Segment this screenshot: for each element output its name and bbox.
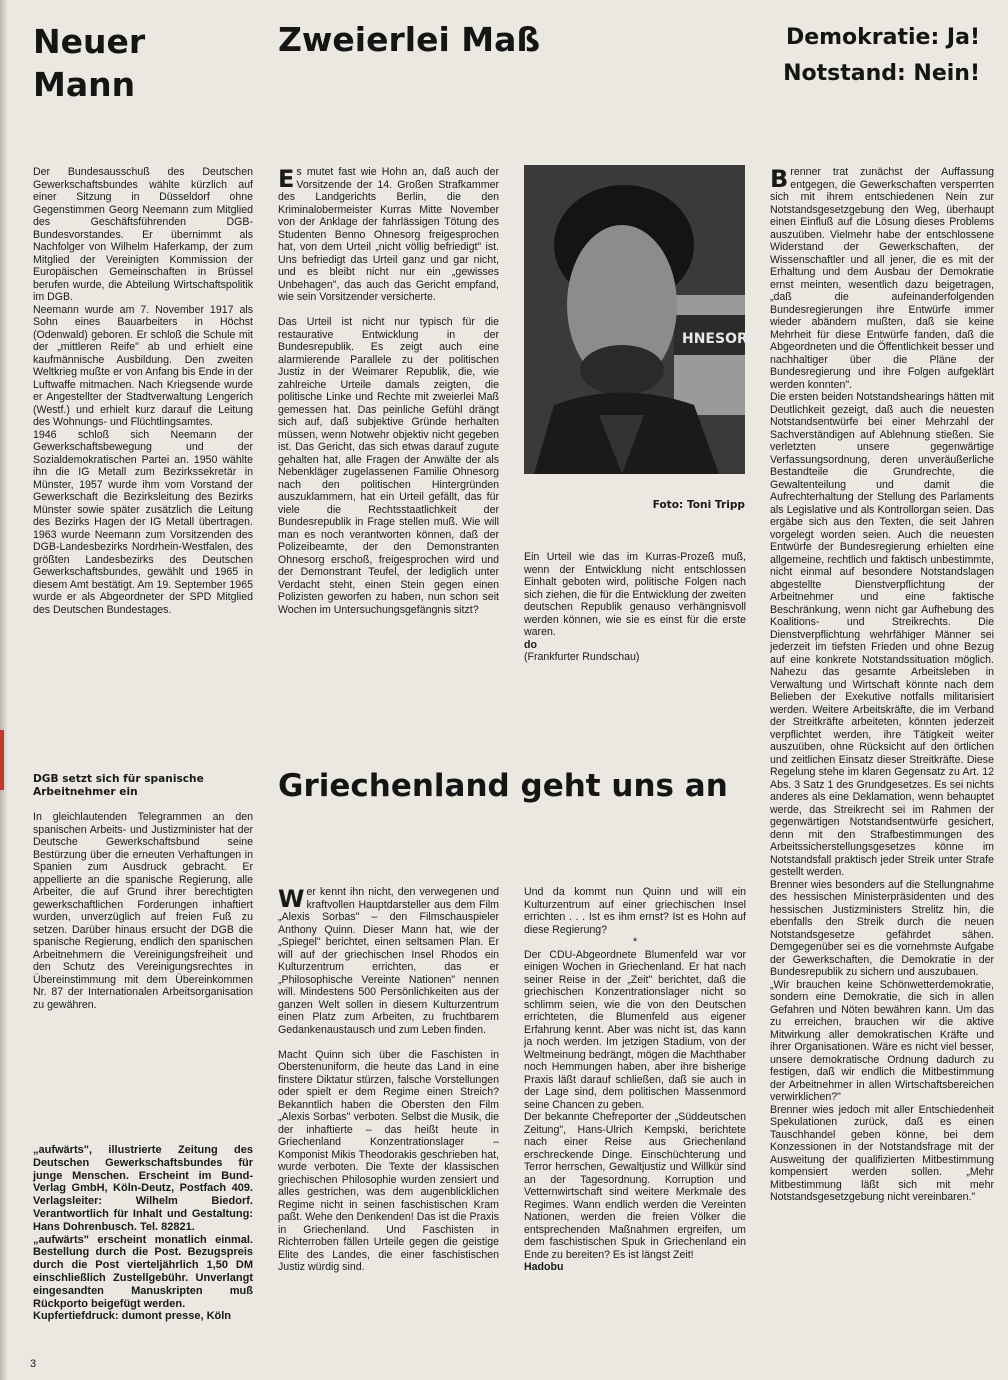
paragraph: 1946 schloß sich Neemann der Gewerkschaftsbewegung und der Sozialdemokratischen Partei an. 1950 wählte ihn die IG Metall zum Bezirkssekretär in Münster, 1957 wurde ihm vom Vorstand der Gewerkschaft die Bezirksleitung des Bezirks Münster sowie später zusätzlich die Leitung des Bezirks Hagen der IG Metall übertragen. 1963 wurde Neemann zum Vorsitzenden des DGB-Landesbezirks Nordrhein-Westfalen, des größten Landesbezirks des Deutschen Gewerkschaftsbundes, gewählt und 1965 in diesem Amt bestätigt. Am 19. September 1965 wurde er als Abgeordneter der SPD Mitglied des Deutschen Bundestages.: [33, 428, 253, 616]
paragraph: Der Bundesausschuß des Deutschen Gewerkschaftsbundes wählte kürzlich auf einer Sitzung in Düsseldorf ohne Gegenstimmen Georg Neemann zum Mitglied des Geschäftsführenden DGB-Bundesvorstandes. Er übernimmt als Nachfolger von Wilhelm Haferkamp, der zum Mitglied der Vereinigten Kommission der Europäischen Gemeinschaften in Brüssel berufen wurde, die Abteilung Wirtschaftspolitik im DGB.: [33, 166, 253, 303]
portrait-photo: [524, 165, 760, 474]
imprint-paragraph: Kupfertiefdruck: dumont presse, Köln: [33, 1310, 232, 1323]
paragraph: Es mutet fast wie Hohn an, daß auch der Vorsitzende der 14. Großen Strafkammer des Landgerichts Berlin, die den Kriminalobermeister Kurras Mitte November von der Anklage der fahrlässigen Tötung des Studenten Benno Ohnesorg freigesprochen hat, von dem Urteil „nicht völlig befriedigt" ist. Uns befriedigt das Urteil ganz und gar nicht, und es bleibt nicht nur ein „gewisses Unbehagen", das auch das Gericht empfand, wie sein Vorsitzender versicherte.: [278, 165, 499, 303]
paragraph: Brenner trat zunächst der Auffassung entgegen, die Gewerkschaften versperrten sich mit ihrem entschiedenen Nein zur Notstandsgesetzgebung den Weg, überhaupt einen Einfluß auf die Lösung dieses Problems auszuüben. Vielmehr habe der entschlossene Widerstand der Gewerkschaften, der Wissenschaftler und all jener, die es mit der Erhaltung und dem Ausbau der Demokratie ernst meinten, wesentlich dazu beigetragen, „daß die aufeinanderfolgenden Bundesregierungen ihre Entwürfe immer wieder abändern mußten, daß sie keine Mehrheit für diese Entwürfe fanden, daß die Abgeordneten und die Öffentlichkeit besser und nachhaltiger über die Pläne der Bundesregierung und ihre Folgen aufgeklärt werden konnten".: [770, 165, 994, 391]
paragraph: Brenner wies besonders auf die Stellungnahme des hessischen Ministerpräsidenten und des hessischen Justizministers Strelitz hin, die ebenfalls den Streik durch die neuen Notstandsgesetze gefährdet sähen. Demgegenüber sei es die vornehmste Aufgabe der Gewerkschaften, die Demokratie in der Bundesrepublik zu sichern und auszubauen.: [770, 878, 994, 978]
page-number: 3: [30, 1358, 37, 1370]
paragraph: In gleichlautenden Telegrammen an den spanischen Arbeits- und Justizminister hat der Deutsche Gewerkschaftsbund seine Bestürzung über die erneuten Verhaftungen in Spanien zum Ausdruck gebracht. Er appellierte an die spanische Regierung, alle Arbeiter, die auf Grund ihrer berechtigten gewerkschaftlichen Forderungen inhaftiert wurden, unverzüglich auf freien Fuß zu setzen. Darüber hinaus ersucht der DGB die spanische Regierung, endlich den spanischen Arbeitnehmern die Vereinigungsfreiheit und den Schutz des Vereinigungsrechtes in Übereinstimmung mit dem Übereinkommen Nr. 87 der Internationalen Arbeitsorganisation zu gewähren.: [33, 811, 253, 1011]
paragraph: Ein Urteil wie das im Kurras-Prozeß muß, wenn der Entwicklung nicht entschlossen Einhalt geboten wird, politische Folgen nach sich ziehen, die für die Entwicklung der zweiten deutschen Republik genauso verhängnisvoll werden können, wie sie es einst für die erste waren.: [524, 551, 746, 638]
paragraph: Die ersten beiden Notstandshearings hätten mit Deutlichkeit gezeigt, daß auch die neuesten Notstandsentwürfe bei einer Mehrzahl der Sachverständigen auf Ablehnung stießen. Sie verletzten unsere gegenwärtige Verfassungsordnung, deren unveräußerliche Bestandteile die Grundrechte, die Gewaltenteilung und damit die Aufrechterhaltung der Stellung des Parlaments als Legislative und als Kontrollorgan seien. Das ergäbe sich aus den Texten, die seit Jahren vorgelegt worden seien. Auch die neuesten Entwürfe der Bundesregierung erhielten eine allgemeine, rechtlich und faktisch unbestimmte, nicht einmal auf besondere Notstandslagen abgestellte Dienstverpflichtung der Arbeitnehmer und eine faktische Beschränkung, wenn nicht gar Aufhebung des Koalitions- und Streikrechts. Die Dienstverpflichtung wehrfähiger Männer sei jederzeit im tiefsten Frieden und ohne Bezug auf eine konkrete Notstandssituation möglich. Nahezu das gesamte Arbeitsleben in Verwaltung und Wirtschaft könnte nach dem Belieben der Exekutive notfalls militarisiert werden. Weitere Arbeitskräfte, die im Verband der Streitkräfte arbeiteten, könnten jederzeit verpflichtet werden, ihre Tätigkeit weiter auszuüben, ohne Rücksicht auf den örtlichen und zeitlichen Einsatz dieser Streitkräfte. Diese Regelung stehe im klaren Gegensatz zu Art. 12 Abs. 3 Satz 1 des Grundgesetzes. Es sei nichts anderes als eine Deklamation, wenn behauptet werde, das Streikrecht sei im Rahmen der gegenwärtigen Notstandsentwürfe gesichert, denn mit den Strafbestimmungen des Arbeitssicherstellungsgesetzes könne im Notstandsfall praktisch jeder Streik unter Strafe gestellt werden.: [770, 391, 994, 878]
paragraph: „Wir brauchen keine Schönwetterdemokratie, sondern eine Demokratie, die sich in allen Gefahren und Nöten bewähren kann. Um das zu erreichen, brauchen wir die aktive Mitwirkung aller demokratischen Kräfte und ihrer Organisationen. Wäre es nicht viel besser, unsere demokratische Ordnung dadurch zu festigen, daß wir endlich die Mitbestimmung der Arbeitnehmer in allen Wirtschaftsbereichen verwirklichen?": [770, 978, 994, 1103]
paragraph: Der bekannte Chefreporter der „Süddeutschen Zeitung", Hans-Ulrich Kempski, berichtete nach einer Reise aus Griechenland erschreckende Dinge. Einschüchterung und Terror herrschen, Gewaltjustiz und Willkür sind an der Tagesordnung. Korruption und Vetternwirtschaft sind weitere Merkmale des Regimes. Wann endlich werden die Vereinten Nationen, werden die freien Völker die entsprechenden Maßnahmen ergreifen, um dem faschistischen Spuk in Griechenland ein Ende zu bereiten? Es ist längst Zeit!: [524, 1111, 746, 1261]
separator: *: [632, 936, 638, 948]
paragraph: Neemann wurde am 7. November 1917 als Sohn eines Bauarbeiters in Höchst (Odenwald) geboren. Er schloß die Schule mit der „mittleren Reife" ab und erhielt eine kaufmännische Ausbildung. Den zweiten Weltkrieg mußte er von Anfang bis Ende in der Luftwaffe mitmachen. Nach Kriegsende wurde er Angestellter der Stadtverwaltung Lengerich (Westf.) und erhielt kurz darauf die Leitung des Wohnungs- und Flüchtlingsamtes.: [33, 303, 253, 428]
headline-neuer-mann: [33, 20, 145, 106]
article-dgb-spain: [33, 811, 253, 1011]
headline-line: Mann: [33, 65, 136, 104]
paragraph: Und da kommt nun Quinn und will ein Kulturzentrum auf einer griechischen Insel errichten . . . Ist es ihm ernst? Ist es Hohn auf diese Regierung?: [524, 886, 746, 936]
source: (Frankfurter Rundschau): [524, 651, 640, 663]
article-griechenland-col2: [524, 886, 746, 1274]
paragraph: Brenner wies jedoch mit aller Entschiedenheit Spekulationen zurück, daß es einen Tauschhandel geben könne, bei dem Konzessionen in der Notstandsfrage mit der Ausweitung der qualifizierten Mitbestimmung kompensiert werden sollen. „Mehr Mitbestimmung läßt sich mit mehr Notstandsgesetzgebung nicht vereinbaren.": [770, 1103, 994, 1203]
article-zweierlei: [278, 166, 499, 616]
imprint: [33, 1144, 253, 1323]
imprint-paragraph: „aufwärts", illustrierte Zeitung des Deutschen Gewerkschaftsbundes für junge Menschen. Erscheint im Bund-Verlag GmbH, Köln-Deutz, Postfach 409. Verlagsleiter: Wilhelm Biedorf. Verantwortlich für Inhalt und Gestaltung: Hans Dohrenbusch. Tel. 82821.: [33, 1144, 253, 1233]
article-neuer-mann: [33, 166, 253, 616]
paragraph: Das Urteil ist nicht nur typisch für die restaurative Entwicklung in der Bundesrepublik. Es zeigt auch eine alarmierende Parallele zu der politischen Justiz in der Weimarer Republik, die, wie zahlreiche Urteile damals zeigten, die politische Linke und Rechte mit zweierlei Maß gemessen hat. Das peinliche Gefühl drängt sich auf, daß subjektive Gründe herhalten müssen, wenn Notwehr objektiv nicht gegeben ist. Das Gericht, das sich etwas darauf zugute gehalten hat, alle Fragen der Anwälte der als Nebenkläger zugelassenen Familie Ohnesorg nach den politischen Hintergründen auszuklammern, hat ein Urteil gefällt, das für viele die Rechtsstaatlichkeit der Bundesrepublik in Frage stellen muß. Wie will man es noch verantworten können, daß der Polizeibeamte, der den Demonstranten Ohnesorg erschoß, freigesprochen wird und der Demonstrant Teufel, der lediglich unter Verdacht steht, einen Stein gegen einen Polizisten geworfen zu haben, nun schon seit Wochen im Untersuchungsgefängnis sitzt?: [278, 316, 499, 616]
article-griechenland-col1: [278, 886, 499, 1274]
color-marker: [0, 730, 4, 790]
page-binding-edge: [0, 0, 7, 1380]
paragraph: Der CDU-Abgeordnete Blumenfeld war vor einigen Wochen in Griechenland. Er hat nach seiner Reise in der „Zeit" berichtet, daß die griechischen Konzentrationslager nicht so schlimm seien, wie die von den Deutschen errichteten, die Blumenfeld aus eigener Erfahrung kennt. Aber was nicht ist, das kann ja noch werden. Im jetzigen Stadium, von der Weltmeinung bedrängt, mögen die Machthaber noch Hemmungen haben, aber ihre bisherige Praxis läßt darauf schließen, daß sie auch in der Lage sind, dem politischen Massenmord seine Chancen zu geben.: [524, 948, 746, 1111]
headline-demokratie: [783, 20, 980, 92]
headline-line: Demokratie: Ja!: [785, 25, 980, 50]
photo-sign-text: HNESORG: [682, 331, 760, 347]
photo-caption: Foto: Toni Tripp: [652, 499, 745, 511]
headline-griechenland: Griechenland geht uns an: [278, 768, 728, 804]
author-sign: do: [524, 638, 537, 651]
headline-line: Arbeitnehmer ein: [33, 785, 138, 798]
headline-line: DGB setzt sich für spanische: [33, 773, 204, 785]
paragraph: Wer kennt ihn nicht, den verwegenen und kraftvollen Hauptdarsteller aus dem Film „Alexis Sorbas" – den Filmschauspieler Anthony Quinn. Dieser Mann hat, wie der „Spiegel" berichtet, einen seltsamen Plan. Er will auf der griechischen Insel Rhodos ein Kulturzentrum errichten, das er „Philosophische Vereinte Nationen" nennen will. Mindestens 500 Persönlichkeiten aus der ganzen Welt sollen in diesem Kulturzentrum einen Platz zum Arbeiten, zu fruchtbarem Gedankenaustausch und zum Leben finden.: [278, 885, 499, 1036]
headline-line: Neuer: [33, 22, 146, 61]
headline-dgb-spain: [33, 773, 253, 798]
imprint-paragraph: „aufwärts" erscheint monatlich einmal. Bestellung durch die Post. Bezugspreis durch die Post vierteljährlich 1,50 DM einschließlich Zustellgebühr. Unverlangt eingesandten Manuskripten muß Rückporto beigefügt werden.: [33, 1233, 253, 1310]
article-zweierlei-continued: [524, 551, 746, 664]
author-sign: Hadobu: [524, 1261, 564, 1273]
headline-line: Notstand: Nein!: [783, 61, 980, 86]
paragraph: Macht Quinn sich über die Faschisten in Oberstenuniform, die heute das Land in eine finstere Diktatur stürzen, falsche Vorstellungen oder spielt er dem Regime einen Streich? Bekanntlich haben die Obersten den Film „Alexis Sorbas" verboten. Selbst die Musik, die der inhaftierte – das heißt heute in Griechenland Konzentrationslager – Komponist Mikis Theodorakis geschrieben hat, wurde verboten. Die Texte der klassischen griechischen Philosophie wurden zensiert und alles gestrichen, was dem augenblicklichen Regime nicht in seinen faschistischen Kram paßt. Wehe den Denkenden! Das ist die Praxis in Griechenland. Und Faschisten in Richterroben fällen Urteile gegen die geistige Elite des Landes, die einer faschistischen Justiz würdig sind.: [278, 1048, 499, 1273]
portrait-photo-drawing: [524, 165, 760, 474]
headline-zweierlei: Zweierlei Maß: [278, 20, 541, 59]
article-demokratie: [770, 166, 994, 1204]
